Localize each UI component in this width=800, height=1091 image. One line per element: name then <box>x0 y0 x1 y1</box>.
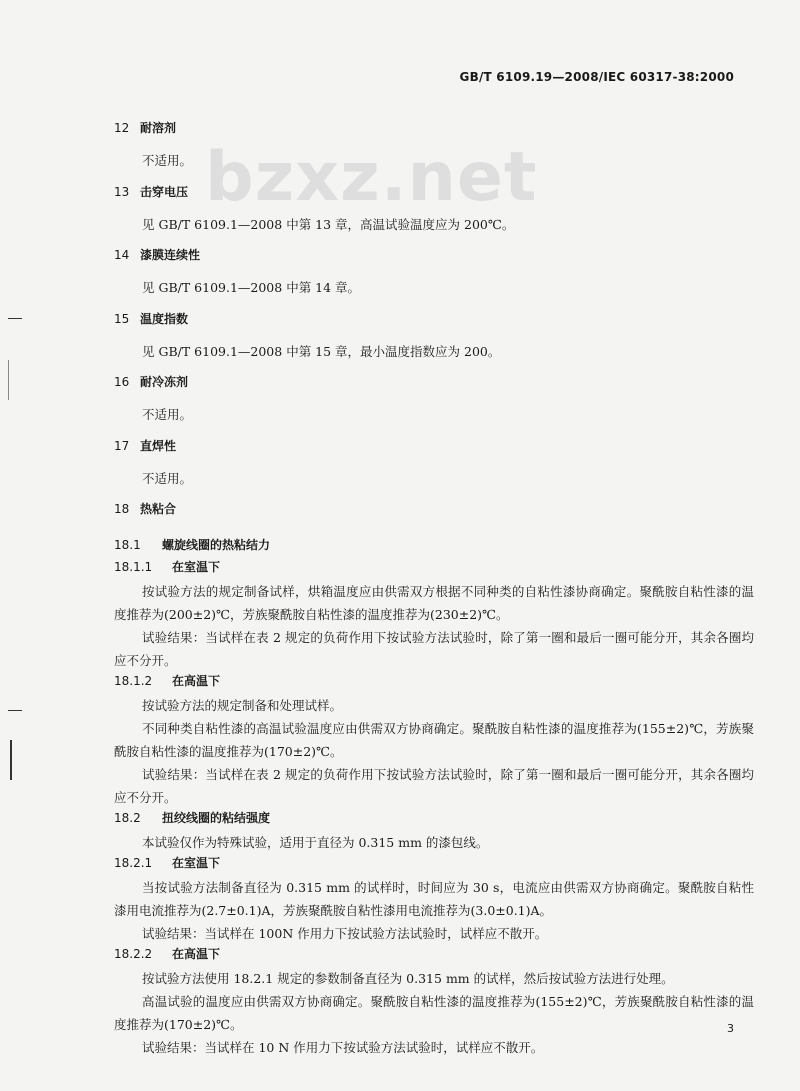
paragraph: 按试验方法的规定制备试样，烘箱温度应由供需双方根据不同种类的自粘性漆协商确定。聚酰胺自粘性漆的温度推荐为(200±2)℃，芳族聚酰胺自粘性漆的温度推荐为(230±2)℃。 <box>114 584 754 622</box>
subsection-number: 18.1.1 <box>114 560 153 574</box>
section-title: 耐溶剂 <box>140 121 177 135</box>
page-number: 3 <box>727 1022 734 1035</box>
subsection-number: 18.1 <box>114 538 141 552</box>
section-heading <box>114 373 754 393</box>
section-heading <box>114 246 754 266</box>
main-content <box>114 119 754 1059</box>
standard-number-header: GB/T 6109.19—2008/IEC 60317-38:2000 <box>459 70 734 84</box>
subsection-heading <box>114 558 754 580</box>
paragraph: 当按试验方法制备直径为 0.315 mm 的试样时，时间应为 30 s，电流应由供需双方协商确定。聚酰胺自粘性漆用电流推荐为(2.7±0.1)A，芳族聚酰胺自粘性漆用电流推荐为(3.0±0.1)A。 <box>114 880 754 918</box>
section-number: 15 <box>114 311 130 326</box>
subsection-heading <box>114 536 754 558</box>
subsection-title: 在高温下 <box>172 947 221 961</box>
subsection-heading <box>114 945 754 967</box>
section-title: 漆膜连续性 <box>140 248 201 262</box>
section-title: 热粘合 <box>140 502 177 516</box>
paragraph: 按试验方法使用 18.2.1 规定的参数制备直径为 0.315 mm 的试样，然后按试验方法进行处理。 <box>142 971 674 986</box>
section-number: 18 <box>114 502 130 516</box>
subsection-heading <box>114 809 754 831</box>
section-heading <box>114 183 754 203</box>
paragraph: 试验结果：当试样在 100N 作用力下按试验方法试验时，试样应不散开。 <box>142 926 548 941</box>
subsection-title: 扭绞线圈的粘结强度 <box>162 811 271 825</box>
section-number: 16 <box>114 375 130 389</box>
section-title: 耐冷冻剂 <box>140 375 189 389</box>
subsection-number: 18.1.2 <box>114 674 153 688</box>
section-title: 温度指数 <box>140 311 189 326</box>
section-heading <box>114 500 754 520</box>
section-body: 不适用。 <box>142 153 193 168</box>
section-number: 13 <box>114 184 130 199</box>
section-heading <box>114 119 754 139</box>
subsection-heading <box>114 672 754 694</box>
section-body: 见 GB/T 6109.1—2008 中第 13 章，高温试验温度应为 200℃。 <box>142 216 515 232</box>
section-heading <box>114 310 754 330</box>
subsection-number: 18.2.2 <box>114 947 153 961</box>
subsection-number: 18.2 <box>114 811 141 825</box>
section-title: 直焊性 <box>140 438 177 453</box>
section-number: 12 <box>114 121 130 135</box>
paragraph: 本试验仅作为特殊试验，适用于直径为 0.315 mm 的漆包线。 <box>142 835 489 850</box>
scan-edge-mark <box>10 740 12 780</box>
subsection-heading <box>114 854 754 876</box>
paragraph: 高温试验的温度应由供需双方协商确定。聚酰胺自粘性漆的温度推荐为(155±2)℃，芳族聚酰胺自粘性漆的温度推荐为(170±2)℃。 <box>114 994 754 1032</box>
section-body: 不适用。 <box>142 407 193 422</box>
section-body: 见 GB/T 6109.1—2008 中第 14 章。 <box>142 280 361 295</box>
scan-edge-mark <box>8 710 22 711</box>
paragraph: 试验结果：当试样在表 2 规定的负荷作用下按试验方法试验时，除了第一圈和最后一圈可能分开，其余各圈均应不分开。 <box>114 630 754 668</box>
subsection-title: 在室温下 <box>172 856 221 870</box>
section-heading <box>114 437 754 457</box>
paragraph: 不同种类自粘性漆的高温试验温度应由供需双方协商确定。聚酰胺自粘性漆的温度推荐为(155±2)℃，芳族聚酰胺自粘性漆的温度推荐为(170±2)℃。 <box>114 721 754 759</box>
section-body: 不适用。 <box>142 470 193 486</box>
subsection-number: 18.2.1 <box>114 856 153 870</box>
section-number: 14 <box>114 248 130 262</box>
section-title: 击穿电压 <box>140 184 189 199</box>
section-body: 见 GB/T 6109.1—2008 中第 15 章，最小温度指数应为 200。 <box>142 343 501 359</box>
section-number: 17 <box>114 438 130 453</box>
scan-edge-mark <box>8 318 22 319</box>
paragraph: 试验结果：当试样在 10 N 作用力下按试验方法试验时，试样应不散开。 <box>142 1040 544 1055</box>
watermark: bzxz.net <box>205 138 538 217</box>
paragraph: 试验结果：当试样在表 2 规定的负荷作用下按试验方法试验时，除了第一圈和最后一圈可能分开，其余各圈均应不分开。 <box>114 767 754 805</box>
subsection-title: 在高温下 <box>172 674 221 688</box>
paragraph: 按试验方法的规定制备和处理试样。 <box>142 698 343 713</box>
subsection-title: 螺旋线圈的热粘结力 <box>162 538 271 552</box>
scan-edge-mark <box>8 360 9 400</box>
subsection-title: 在室温下 <box>172 560 221 574</box>
